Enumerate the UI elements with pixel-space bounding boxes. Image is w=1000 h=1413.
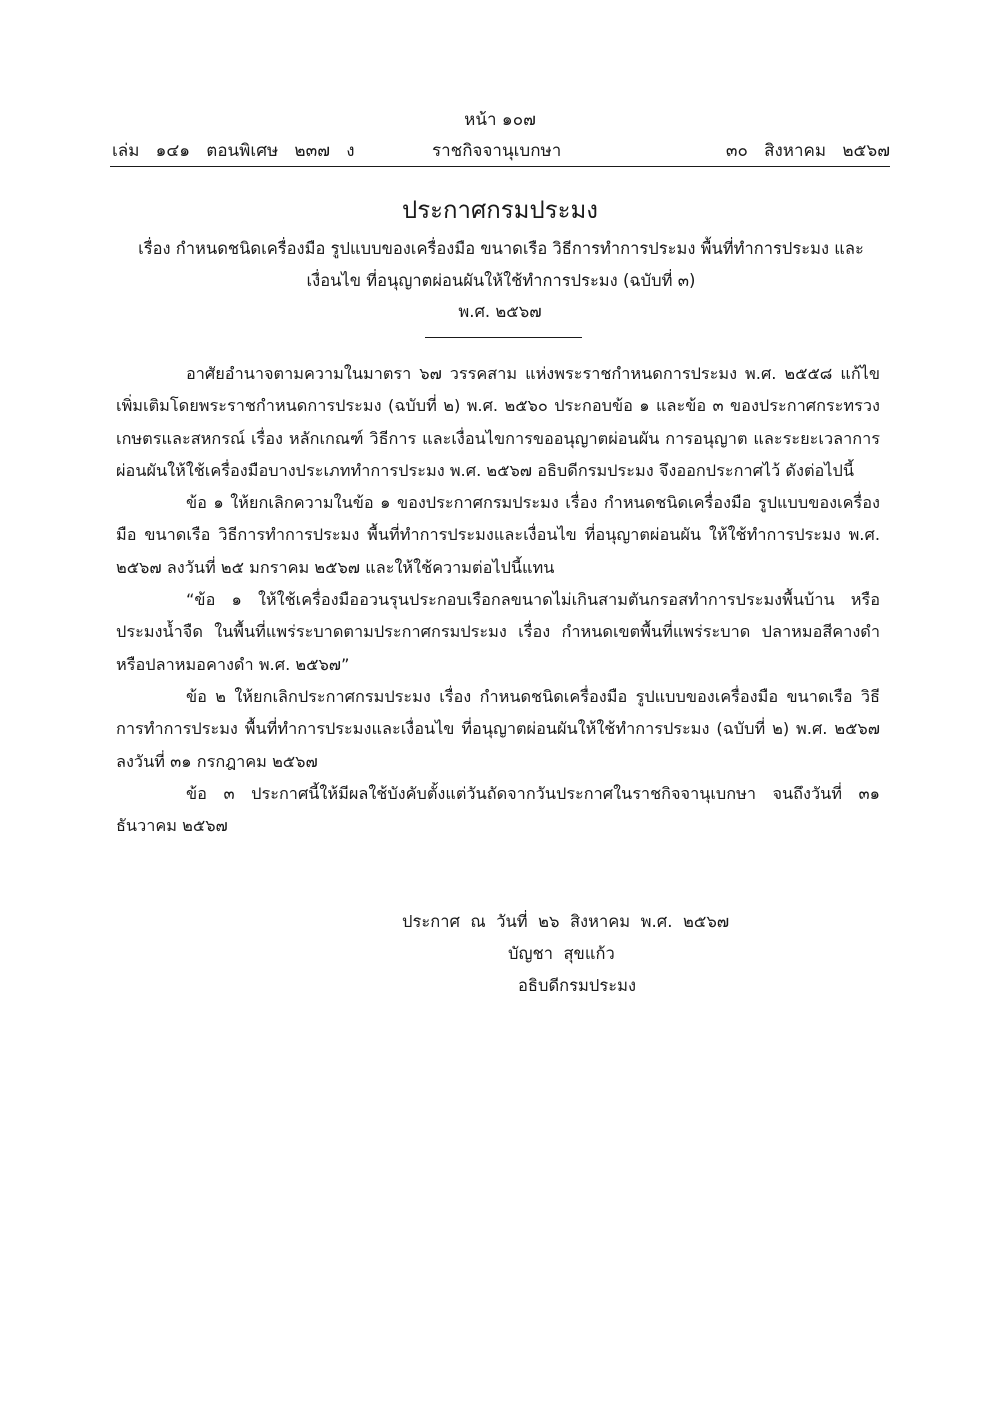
header-divider: [110, 166, 890, 167]
gazette-date: ๓๐ สิงหาคม ๒๕๖๗: [725, 141, 890, 161]
gazette-header: [112, 137, 890, 165]
clause-3-paragraph: ข้อ ๓ ประกาศนี้ให้มีผลใช้บังคับตั้งแต่วันถัดจากวันประกาศในราชกิจจานุเบกษา จนถึงวันที่ ๓๑ ธันวาคม ๒๕๖๗: [116, 783, 880, 836]
announcement-year: พ.ศ. ๒๕๖๗: [458, 302, 542, 321]
volume-issue: เล่ม ๑๔๑ ตอนพิเศษ ๒๓๗ ง: [112, 141, 355, 161]
gazette-name: ราชกิจจานุเบกษา: [432, 141, 562, 161]
announcement-date: ประกาศ ณ วันที่ ๒๖ สิงหาคม พ.ศ. ๒๕๖๗: [402, 912, 730, 931]
announcement-subject: เรื่อง กำหนดชนิดเครื่องมือ รูปแบบของเครื่องมือ ขนาดเรือ วิธีการทำการประมง พื้นที่ทำการประมง และเงื่อนไข ที่อนุญาตผ่อนผันให้ใช้ทำการประมง (ฉบับที่ ๓): [138, 239, 864, 290]
page-number: หน้า ๑๐๗: [464, 110, 536, 130]
signatory-position: อธิบดีกรมประมง: [518, 976, 637, 995]
clause-2-paragraph: ข้อ ๒ ให้ยกเลิกประกาศกรมประมง เรื่อง กำหนดชนิดเครื่องมือ รูปแบบของเครื่องมือ ขนาดเรือ วิธีการทำการประมง พื้นที่ทำการประมงและเงื่อนไข ที่อนุญาตผ่อนผันให้ใช้ทำการประมง (ฉบับที่ ๒) พ.ศ. ๒๕๖๗ ลงวันที่ ๓๑ กรกฎาคม ๒๕๖๗: [116, 686, 880, 771]
amended-clause-paragraph: “ข้อ ๑ ให้ใช้เครื่องมืออวนรุนประกอบเรือกลขนาดไม่เกินสามตันกรอสทำการประมงพื้นบ้าน หรือประมงน้ำจืด ในพื้นที่แพร่ระบาดตามประกาศกรมประมง เรื่อง กำหนดเขตพื้นที่แพร่ระบาด ปลาหมอสีคางดำหรือปลาหมอคางดำ พ.ศ. ๒๕๖๗”: [116, 590, 880, 674]
clause-1-paragraph: ข้อ ๑ ให้ยกเลิกความในข้อ ๑ ของประกาศกรมประมง เรื่อง กำหนดชนิดเครื่องมือ รูปแบบของเครื่องมือ ขนาดเรือ วิธีการทำการประมง พื้นที่ทำการประมงและเงื่อนไข ที่อนุญาตผ่อนผัน ให้ใช้ทำการประมง พ.ศ. ๒๕๖๗ ลงวันที่ ๒๕ มกราคม ๒๕๖๗ และให้ใช้ความต่อไปนี้แทน: [116, 493, 880, 577]
announcement-title: ประกาศกรมประมง: [401, 196, 599, 224]
title-divider: [425, 337, 582, 338]
announcement-body: [116, 358, 880, 842]
preamble-paragraph: อาศัยอำนาจตามความในมาตรา ๖๗ วรรคสาม แห่งพระราชกำหนดการประมง พ.ศ. ๒๕๕๘ แก้ไขเพิ่มเติมโดยพระราชกำหนดการประมง (ฉบับที่ ๒) พ.ศ. ๒๕๖๐ ประกอบข้อ ๑ และข้อ ๓ ของประกาศกระทรวงเกษตรและสหกรณ์ เรื่อง หลักเกณฑ์ วิธีการ และเงื่อนไขการขออนุญาตผ่อนผัน การอนุญาต และระยะเวลาการผ่อนผันให้ใช้เครื่องมือบางประเภททำการประมง พ.ศ. ๒๕๖๗ อธิบดีกรมประมง จึงออกประกาศไว้ ดังต่อไปนี้: [116, 364, 880, 480]
signatory-name: บัญชา สุขแก้ว: [508, 944, 615, 963]
